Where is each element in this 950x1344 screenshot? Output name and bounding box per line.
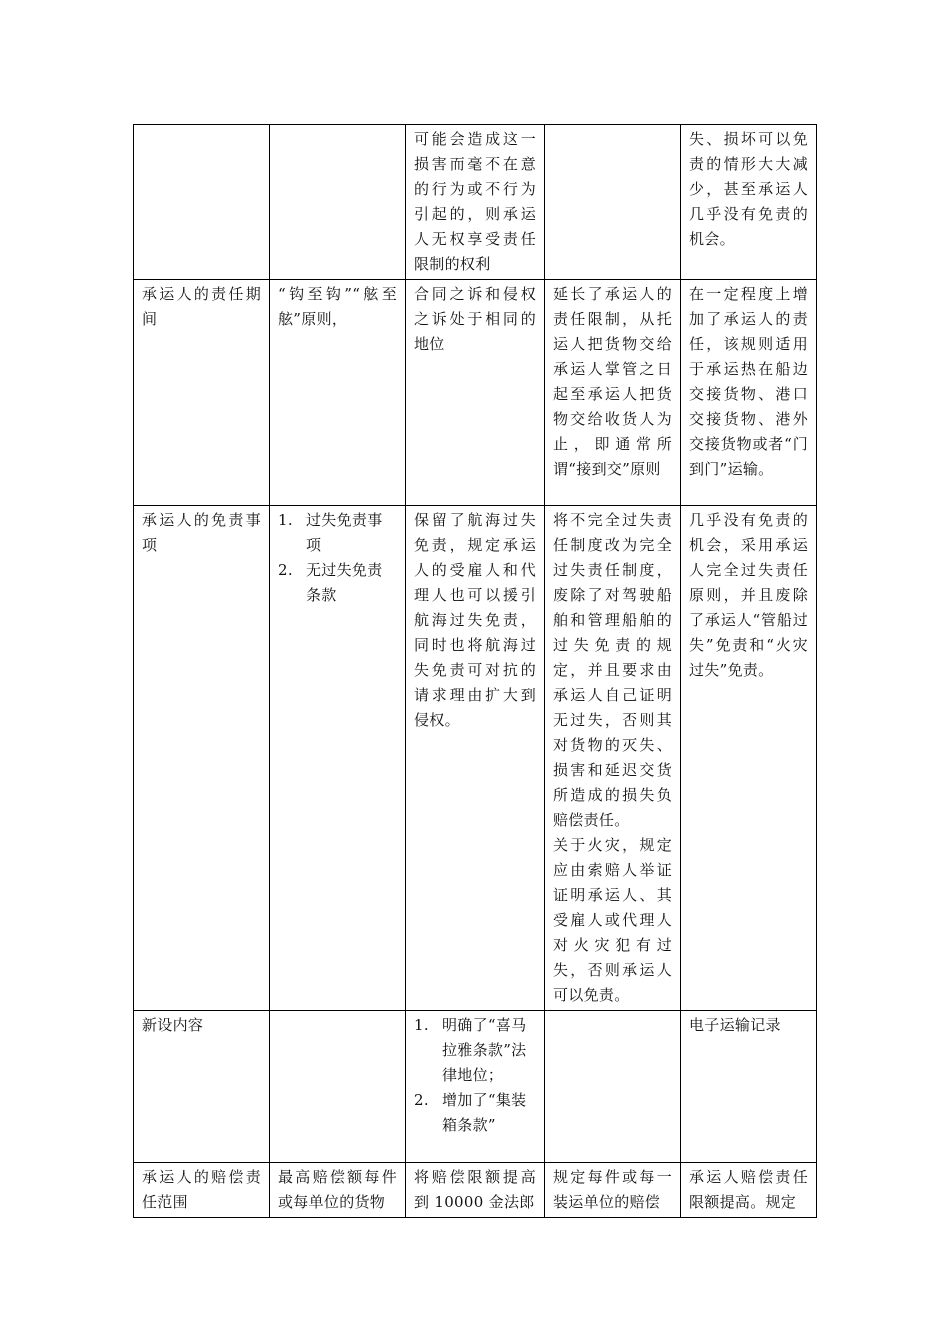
cell-text: “钩至钩”“舷至舷”原则， (278, 285, 397, 328)
cell-text: 最高赔偿额每件或每单位的货物 (278, 1168, 397, 1211)
table-cell (681, 280, 817, 506)
list-text: 过失免责事项 (306, 511, 383, 554)
list-number: 1. (278, 511, 293, 529)
list-text: 明确了“喜马拉雅条款”法律地位； (442, 1016, 527, 1084)
table-cell (406, 506, 545, 1011)
cell-text: 电子运输记录 (689, 1016, 781, 1034)
list-item (278, 508, 397, 558)
table-cell (681, 506, 817, 1011)
table-cell (681, 1163, 817, 1218)
table-row (134, 1011, 817, 1163)
row-header: 承运人的责任期间 (142, 285, 261, 328)
table-row (134, 280, 817, 506)
table-cell (134, 280, 270, 506)
table-cell (134, 506, 270, 1011)
list-item (278, 558, 397, 608)
list-number: 1. (414, 1016, 429, 1034)
comparison-table (133, 124, 817, 1218)
list-text: 增加了“集装箱条款” (442, 1091, 527, 1134)
table-cell (545, 1163, 681, 1218)
table-cell (545, 506, 681, 1011)
table-cell (270, 1011, 406, 1163)
table-cell (270, 1163, 406, 1218)
cell-text: 几乎没有免责的机会，采用承运人完全过失责任原则，并且废除了承运人“管船过失”免责和“火灾过失”免责。 (689, 511, 808, 679)
table-cell (270, 125, 406, 280)
cell-text: 保留了航海过失免责，规定承运人的受雇人和代理人也可以援引航海过失免责，同时也将航海过失免责可对抗的请求理由扩大到侵权。 (414, 511, 536, 729)
table-cell (681, 1011, 817, 1163)
table-row (134, 1163, 817, 1218)
table-cell (545, 280, 681, 506)
table-cell (134, 1011, 270, 1163)
cell-paragraph: 关于火灾，规定应由索赔人举证证明承运人、其受雇人或代理人对火灾犯有过失，否则承运人可以免责。 (553, 836, 672, 1004)
cell-text: 将赔偿限额提高到 10000 金法郎 (414, 1168, 536, 1211)
table-cell (681, 125, 817, 280)
numbered-list (414, 1013, 536, 1138)
list-number: 2. (278, 561, 293, 579)
list-item (414, 1013, 536, 1088)
row-header: 新设内容 (142, 1016, 204, 1034)
table-cell (270, 280, 406, 506)
table-row (134, 125, 817, 280)
cell-paragraph: 将不完全过失责任制度改为完全过失责任制度，废除了对驾驶船舶和管理船舶的过失免责的规定，并且要求由承运人自己证明无过失，否则其对货物的灭失、损害和延迟交货所造成的损失负赔偿责任。 (553, 511, 672, 829)
table-cell (545, 1011, 681, 1163)
list-number: 2. (414, 1091, 429, 1109)
table-cell (270, 506, 406, 1011)
numbered-list (278, 508, 397, 608)
table-cell (134, 125, 270, 280)
cell-text: 延长了承运人的责任限制，从托运人把货物交给承运人掌管之日起至承运人把货物交给收货人为止，即通常所谓“接到交”原则 (553, 285, 672, 478)
table-cell (406, 1011, 545, 1163)
row-header: 承运人的赔偿责任范围 (142, 1168, 261, 1211)
cell-text: 在一定程度上增加了承运人的责任，该规则适用于承运热在船边交接货物、港口交接货物、港外交接货物或者“门到门”运输。 (689, 285, 808, 478)
cell-text: 合同之诉和侵权之诉处于相同的地位 (414, 285, 536, 353)
cell-text: 可能会造成这一损害而毫不在意的行为或不行为引起的，则承运人无权享受责任限制的权利 (414, 130, 536, 273)
table-cell (134, 1163, 270, 1218)
cell-text: 失、损坏可以免责的情形大大减少，甚至承运人几乎没有免责的机会。 (689, 130, 808, 248)
table-cell (406, 280, 545, 506)
table-cell (545, 125, 681, 280)
table-cell (406, 125, 545, 280)
list-text: 无过失免责条款 (306, 561, 383, 604)
cell-text: 规定每件或每一装运单位的赔偿 (553, 1168, 672, 1211)
table-row (134, 506, 817, 1011)
table-cell (406, 1163, 545, 1218)
row-header: 承运人的免责事项 (142, 511, 261, 554)
cell-text: 承运人赔偿责任限额提高。规定 (689, 1168, 808, 1211)
list-item (414, 1088, 536, 1138)
